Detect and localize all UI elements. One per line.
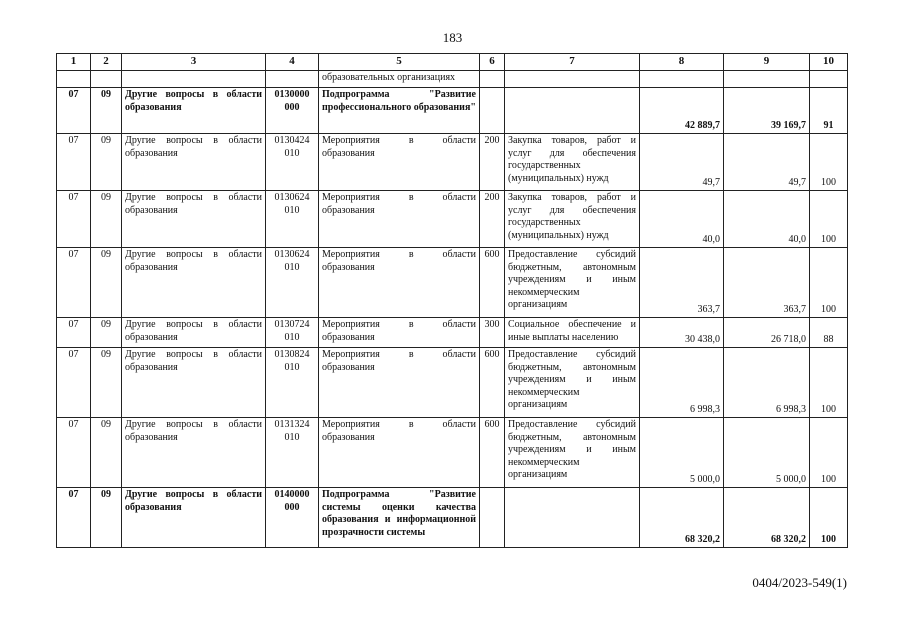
plan-amount-cell: 40,0: [640, 191, 724, 248]
column-header: 1: [57, 54, 91, 71]
column-header: 8: [640, 54, 724, 71]
name-cell: Другие вопросы в области образования: [122, 88, 266, 134]
code-cell: 0130424 010: [266, 134, 319, 191]
actual-amount-cell: [724, 71, 810, 88]
actual-amount-cell: 26 718,0: [724, 318, 810, 348]
section-cell: 07: [57, 191, 91, 248]
program-cell: Мероприятия в области образования: [319, 418, 480, 488]
column-header: 7: [505, 54, 640, 71]
name-cell: Другие вопросы в области образования: [122, 248, 266, 318]
type-cell: 600: [480, 248, 505, 318]
name-cell: Другие вопросы в области образования: [122, 134, 266, 191]
percent-cell: 100: [810, 134, 848, 191]
program-cell: Подпрограмма "Развитие профессионального образования": [319, 88, 480, 134]
actual-amount-cell: 5 000,0: [724, 418, 810, 488]
program-cell: Мероприятия в области образования: [319, 248, 480, 318]
code-cell: 0130824 010: [266, 348, 319, 418]
section-cell: 07: [57, 348, 91, 418]
type-cell: 600: [480, 348, 505, 418]
type-cell: 600: [480, 418, 505, 488]
subsection-cell: 09: [91, 488, 122, 548]
program-cell: Подпрограмма "Развитие системы оценки качества образования и информационной прозрачности системы: [319, 488, 480, 548]
type-name-cell: Предоставление субсидий бюджетным, автономным учреждениям и иным некоммерческим организациям: [505, 348, 640, 418]
name-cell: Другие вопросы в области образования: [122, 318, 266, 348]
table-row: [57, 88, 848, 134]
table-row: [57, 134, 848, 191]
table-row: [57, 71, 848, 88]
type-cell: 200: [480, 191, 505, 248]
type-cell: [480, 488, 505, 548]
section-cell: 07: [57, 88, 91, 134]
percent-cell: 91: [810, 88, 848, 134]
section-cell: 07: [57, 418, 91, 488]
name-cell: Другие вопросы в области образования: [122, 191, 266, 248]
plan-amount-cell: 363,7: [640, 248, 724, 318]
column-header: 3: [122, 54, 266, 71]
table-row: [57, 488, 848, 548]
type-cell: 200: [480, 134, 505, 191]
section-cell: 07: [57, 488, 91, 548]
plan-amount-cell: 42 889,7: [640, 88, 724, 134]
code-cell: [266, 71, 319, 88]
code-cell: 0140000 000: [266, 488, 319, 548]
subsection-cell: 09: [91, 88, 122, 134]
column-header: 9: [724, 54, 810, 71]
actual-amount-cell: 49,7: [724, 134, 810, 191]
table-row: [57, 248, 848, 318]
subsection-cell: 09: [91, 348, 122, 418]
actual-amount-cell: 40,0: [724, 191, 810, 248]
column-header: 4: [266, 54, 319, 71]
type-name-cell: Закупка товаров, работ и услуг для обеспечения государственных (муниципальных) нужд: [505, 191, 640, 248]
program-cell: образовательных организациях: [319, 71, 480, 88]
percent-cell: 100: [810, 348, 848, 418]
percent-cell: 100: [810, 191, 848, 248]
subsection-cell: 09: [91, 418, 122, 488]
type-name-cell: Предоставление субсидий бюджетным, автономным учреждениям и иным некоммерческим организациям: [505, 248, 640, 318]
table-row: [57, 348, 848, 418]
subsection-cell: 09: [91, 318, 122, 348]
subsection-cell: 09: [91, 248, 122, 318]
code-cell: 0130724 010: [266, 318, 319, 348]
plan-amount-cell: 30 438,0: [640, 318, 724, 348]
type-cell: [480, 71, 505, 88]
subsection-cell: 09: [91, 134, 122, 191]
plan-amount-cell: 49,7: [640, 134, 724, 191]
actual-amount-cell: 39 169,7: [724, 88, 810, 134]
column-header: 2: [91, 54, 122, 71]
name-cell: Другие вопросы в области образования: [122, 488, 266, 548]
type-name-cell: Предоставление субсидий бюджетным, автономным учреждениям и иным некоммерческим организациям: [505, 418, 640, 488]
plan-amount-cell: 6 998,3: [640, 348, 724, 418]
type-name-cell: [505, 71, 640, 88]
column-header: 5: [319, 54, 480, 71]
document-code: 0404/2023-549(1): [752, 575, 847, 590]
column-header: 10: [810, 54, 848, 71]
type-cell: 300: [480, 318, 505, 348]
section-cell: [57, 71, 91, 88]
type-name-cell: [505, 488, 640, 548]
program-cell: Мероприятия в области образования: [319, 191, 480, 248]
plan-amount-cell: [640, 71, 724, 88]
actual-amount-cell: 68 320,2: [724, 488, 810, 548]
code-cell: 0131324 010: [266, 418, 319, 488]
name-cell: [122, 71, 266, 88]
budget-table: [56, 53, 848, 548]
page-number: 183: [442, 30, 463, 45]
type-name-cell: [505, 88, 640, 134]
plan-amount-cell: 68 320,2: [640, 488, 724, 548]
section-cell: 07: [57, 248, 91, 318]
percent-cell: 100: [810, 488, 848, 548]
program-cell: Мероприятия в области образования: [319, 348, 480, 418]
percent-cell: 100: [810, 418, 848, 488]
program-cell: Мероприятия в области образования: [319, 134, 480, 191]
code-cell: 0130000 000: [266, 88, 319, 134]
column-header: 6: [480, 54, 505, 71]
percent-cell: [810, 71, 848, 88]
type-cell: [480, 88, 505, 134]
name-cell: Другие вопросы в области образования: [122, 418, 266, 488]
actual-amount-cell: 363,7: [724, 248, 810, 318]
table-body: [57, 71, 848, 548]
percent-cell: 100: [810, 248, 848, 318]
plan-amount-cell: 5 000,0: [640, 418, 724, 488]
name-cell: Другие вопросы в области образования: [122, 348, 266, 418]
section-cell: 07: [57, 318, 91, 348]
percent-cell: 88: [810, 318, 848, 348]
code-cell: 0130624 010: [266, 248, 319, 318]
code-cell: 0130624 010: [266, 191, 319, 248]
table-row: [57, 418, 848, 488]
actual-amount-cell: 6 998,3: [724, 348, 810, 418]
subsection-cell: 09: [91, 191, 122, 248]
table-row: [57, 191, 848, 248]
section-cell: 07: [57, 134, 91, 191]
subsection-cell: [91, 71, 122, 88]
table-row: [57, 318, 848, 348]
header-row: [57, 54, 848, 71]
type-name-cell: Социальное обеспечение и иные выплаты населению: [505, 318, 640, 348]
type-name-cell: Закупка товаров, работ и услуг для обеспечения государственных (муниципальных) нужд: [505, 134, 640, 191]
program-cell: Мероприятия в области образования: [319, 318, 480, 348]
